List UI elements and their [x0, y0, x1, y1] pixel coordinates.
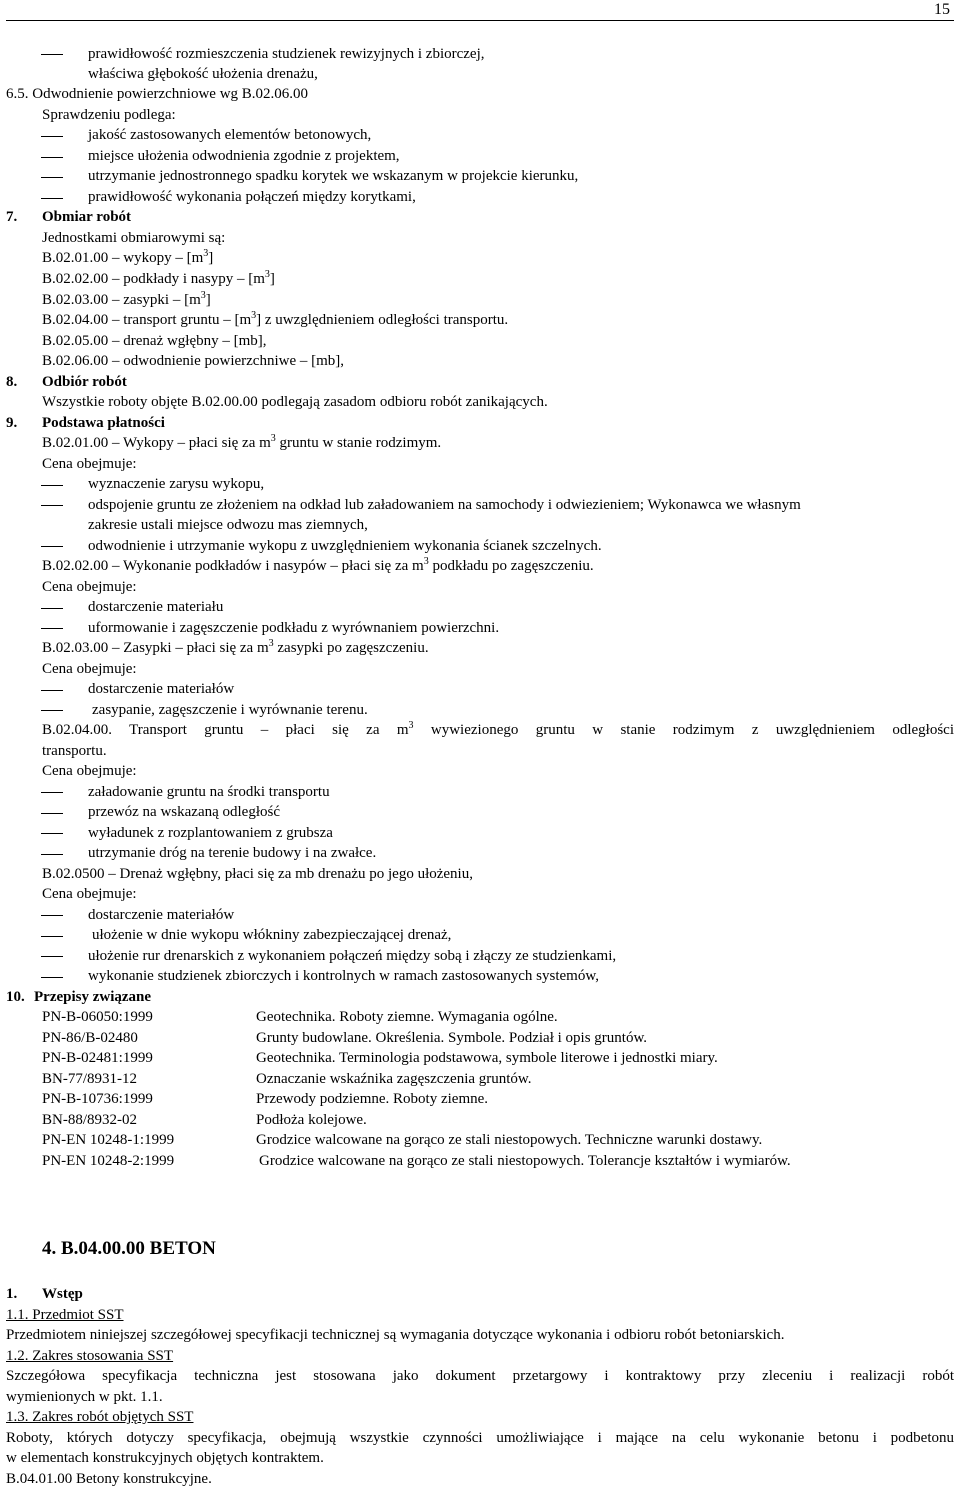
price-includes-label: Cena obejmuje: [42, 661, 137, 677]
list-item-continuation: zakresie ustali miejsce odwozu mas ziemnych, [88, 517, 368, 533]
list-item: ułożenie w dnie wykopu włókniny zabezpieczającej drenaż, [92, 927, 452, 943]
paragraph: Jednostkami obmiarowymi są: [42, 230, 226, 246]
section-heading: Obmiar robót [42, 209, 132, 225]
list-item: prawidłowość rozmieszczenia studzienek rewizyjnych i zbiorczej, [88, 46, 485, 62]
paragraph: Roboty, których dotyczy specyfikacja, obejmują wszystkie czynności umożliwiające i mające na celu wykonanie betonu i podbetonu [6, 1430, 954, 1446]
list-item: utrzymanie dróg na terenie budowy i na zwałce. [88, 845, 377, 861]
dash-bullet [41, 977, 63, 978]
measure-line: B.02.03.00 – zasypki – $[m^3]$ [42, 290, 211, 308]
standard-code: BN-77/8931-12 [42, 1071, 137, 1087]
measure-line: B.02.05.00 – drenaż wgłębny – [mb], [42, 333, 267, 349]
standard-title: Grunty budowlane. Określenia. Symbole. Podział i opis gruntów. [256, 1030, 648, 1046]
list-item: jakość zastosowanych elementów betonowych, [88, 127, 372, 143]
payment-line: B.02.02.00 – Wykonanie podkładów i nasypów – płaci się za $m^3$ podkładu po zagęszczeniu. [42, 556, 594, 574]
standard-title: Podłoża kolejowe. [256, 1112, 367, 1128]
dash-bullet [41, 956, 63, 957]
standard-code: PN-EN 10248-2:1999 [42, 1153, 175, 1169]
standard-title: Geotechnika. Roboty ziemne. Wymagania ogólne. [256, 1009, 558, 1025]
list-item: uformowanie i zagęszczenie podkładu z wyrównaniem powierzchni. [88, 620, 500, 636]
dash-bullet [41, 198, 63, 199]
list-item: odwodnienie i utrzymanie wykopu z uwzględnieniem wykonania ścianek szczelnych. [88, 538, 602, 554]
standard-code: PN-B-06050:1999 [42, 1009, 153, 1025]
standard-code: PN-EN 10248-1:1999 [42, 1132, 175, 1148]
subsection-heading: 1.3. Zakres robót objętych SST [6, 1409, 194, 1425]
chapter-heading: 4. B.04.00.00 BETON [42, 1238, 216, 1259]
header-rule [6, 20, 954, 21]
section-heading: Przepisy związane [34, 989, 152, 1005]
list-item: wykonanie studzienek zbiorczych i kontrolnych w ramach zastosowanych systemów, [88, 968, 599, 984]
payment-line-continuation: transportu. [42, 743, 107, 759]
subsection-heading: 1.1. Przedmiot SST [6, 1307, 124, 1323]
section-number: 10. [6, 989, 25, 1005]
standard-code: PN-B-10736:1999 [42, 1091, 153, 1107]
list-item: miejsce ułożenia odwodnienia zgodnie z projektem, [88, 148, 400, 164]
list-item: dostarczenie materiałów [88, 681, 235, 697]
list-item: utrzymanie jednostronnego spadku korytek we wskazanym w projekcie kierunku, [88, 168, 579, 184]
price-includes-label: Cena obejmuje: [42, 763, 137, 779]
paragraph: Wszystkie roboty objęte B.02.00.00 podlegają zasadom odbioru robót zanikających. [42, 394, 548, 410]
list-item: ułożenie rur drenarskich z wykonaniem połączeń między sobą i złączy ze studzienkami, [88, 948, 617, 964]
list-item: przewóz na wskazaną odległość [88, 804, 280, 820]
paragraph-continuation: w elementach konstrukcyjnych objętych kontraktem. [6, 1450, 324, 1466]
section-heading: Odbiór robót [42, 374, 127, 390]
list-item: dostarczenie materiałów [88, 907, 235, 923]
dash-bullet [41, 136, 63, 137]
list-item: prawidłowość wykonania połączeń między korytkami, [88, 189, 416, 205]
list-item: dostarczenie materiału [88, 599, 224, 615]
measure-line: B.02.01.00 – wykopy – $[m^3]$ [42, 248, 214, 266]
list-item: wyznaczenie zarysu wykopu, [88, 476, 265, 492]
list-item: załadowanie gruntu na środki transportu [88, 784, 330, 800]
list-item-continuation: właściwa głębokość ułożenia drenażu, [88, 66, 318, 82]
price-includes-label: Cena obejmuje: [42, 579, 137, 595]
dash-bullet [41, 177, 63, 178]
section-heading: Podstawa płatności [42, 415, 165, 431]
standard-title: Przewody podziemne. Roboty ziemne. [256, 1091, 489, 1107]
standard-title: Grodzice walcowane na gorąco ze stali niestopowych. Tolerancje kształtów i wymiarów. [259, 1153, 791, 1169]
dash-bullet [41, 854, 63, 855]
paragraph-continuation: wymienionych w pkt. 1.1. [6, 1389, 163, 1405]
section-number: 8. [6, 374, 18, 390]
dash-bullet [41, 157, 63, 158]
dash-bullet [41, 936, 63, 937]
section-heading: Wstęp [42, 1286, 83, 1302]
payment-line: B.02.0500 – Drenaż wgłębny, płaci się za mb drenażu po jego ułożeniu, [42, 866, 473, 882]
subsection-heading: 1.2. Zakres stosowania SST [6, 1348, 174, 1364]
section-number: 7. [6, 209, 18, 225]
payment-line: B.02.03.00 – Zasypki – płaci się za $m^3$ zasypki po zagęszczeniu. [42, 638, 429, 656]
list-item: wyładunek z rozplantowaniem z grubsza [88, 825, 333, 841]
dash-bullet [41, 690, 63, 691]
payment-line: B.02.04.00. Transport gruntu – płaci się za $m^3$ wywiezionego gruntu w stanie rodzimym z uwzględnieniem odległości [42, 720, 954, 738]
dash-bullet [41, 710, 63, 711]
paragraph: B.04.01.00 Betony konstrukcyjne. [6, 1471, 212, 1487]
dash-bullet [41, 915, 63, 916]
dash-bullet [41, 54, 63, 55]
dash-bullet [41, 608, 63, 609]
dash-bullet [41, 485, 63, 486]
paragraph: Szczegółowa specyfikacja techniczna jest stosowana jako dokument przetargowy i kontraktowy przy zleceniu i realizacji robót [6, 1368, 954, 1384]
list-item: odspojenie gruntu ze złożeniem na odkład lub załadowaniem na samochody i odwiezieniem; Wykonawca we własnym [88, 497, 801, 513]
payment-line: B.02.01.00 – Wykopy – płaci się za $m^3$ gruntu w stanie rodzimym. [42, 433, 442, 451]
dash-bullet [41, 792, 63, 793]
standard-code: PN-86/B-02480 [42, 1030, 138, 1046]
subsection-heading: 6.5. Odwodnienie powierzchniowe wg B.02.06.00 [6, 86, 309, 102]
dash-bullet [41, 813, 63, 814]
price-includes-label: Cena obejmuje: [42, 886, 137, 902]
price-includes-label: Cena obejmuje: [42, 456, 137, 472]
standard-title: Geotechnika. Terminologia podstawowa, symbole literowe i jednostki miary. [256, 1050, 718, 1066]
measure-line: B.02.06.00 – odwodnienie powierzchniwe – [mb], [42, 353, 345, 369]
dash-bullet [41, 833, 63, 834]
paragraph: Przedmiotem niniejszej szczegółowej specyfikacji technicznej są wymagania dotyczące wykonania i odbioru robót betoniarskich. [6, 1327, 785, 1343]
measure-line: B.02.02.00 – podkłady i nasypy – $[m^3]$ [42, 269, 275, 287]
standard-title: Oznaczanie wskaźnika zagęszczenia gruntów. [256, 1071, 532, 1087]
standard-title: Grodzice walcowane na gorąco ze stali niestopowych. Techniczne warunki dostawy. [256, 1132, 763, 1148]
section-number: 1. [6, 1286, 18, 1302]
standard-code: BN-88/8932-02 [42, 1112, 137, 1128]
measure-line: B.02.04.00 – transport gruntu – $[m^3]$ z uwzględnieniem odległości transportu. [42, 310, 509, 328]
page-number: 15 [934, 1, 950, 18]
dash-bullet [41, 546, 63, 547]
list-item: zasypanie, zagęszczenie i wyrównanie terenu. [92, 702, 368, 718]
dash-bullet [41, 505, 63, 506]
paragraph: Sprawdzeniu podlega: [42, 107, 176, 123]
section-number: 9. [6, 415, 18, 431]
dash-bullet [41, 628, 63, 629]
standard-code: PN-B-02481:1999 [42, 1050, 153, 1066]
